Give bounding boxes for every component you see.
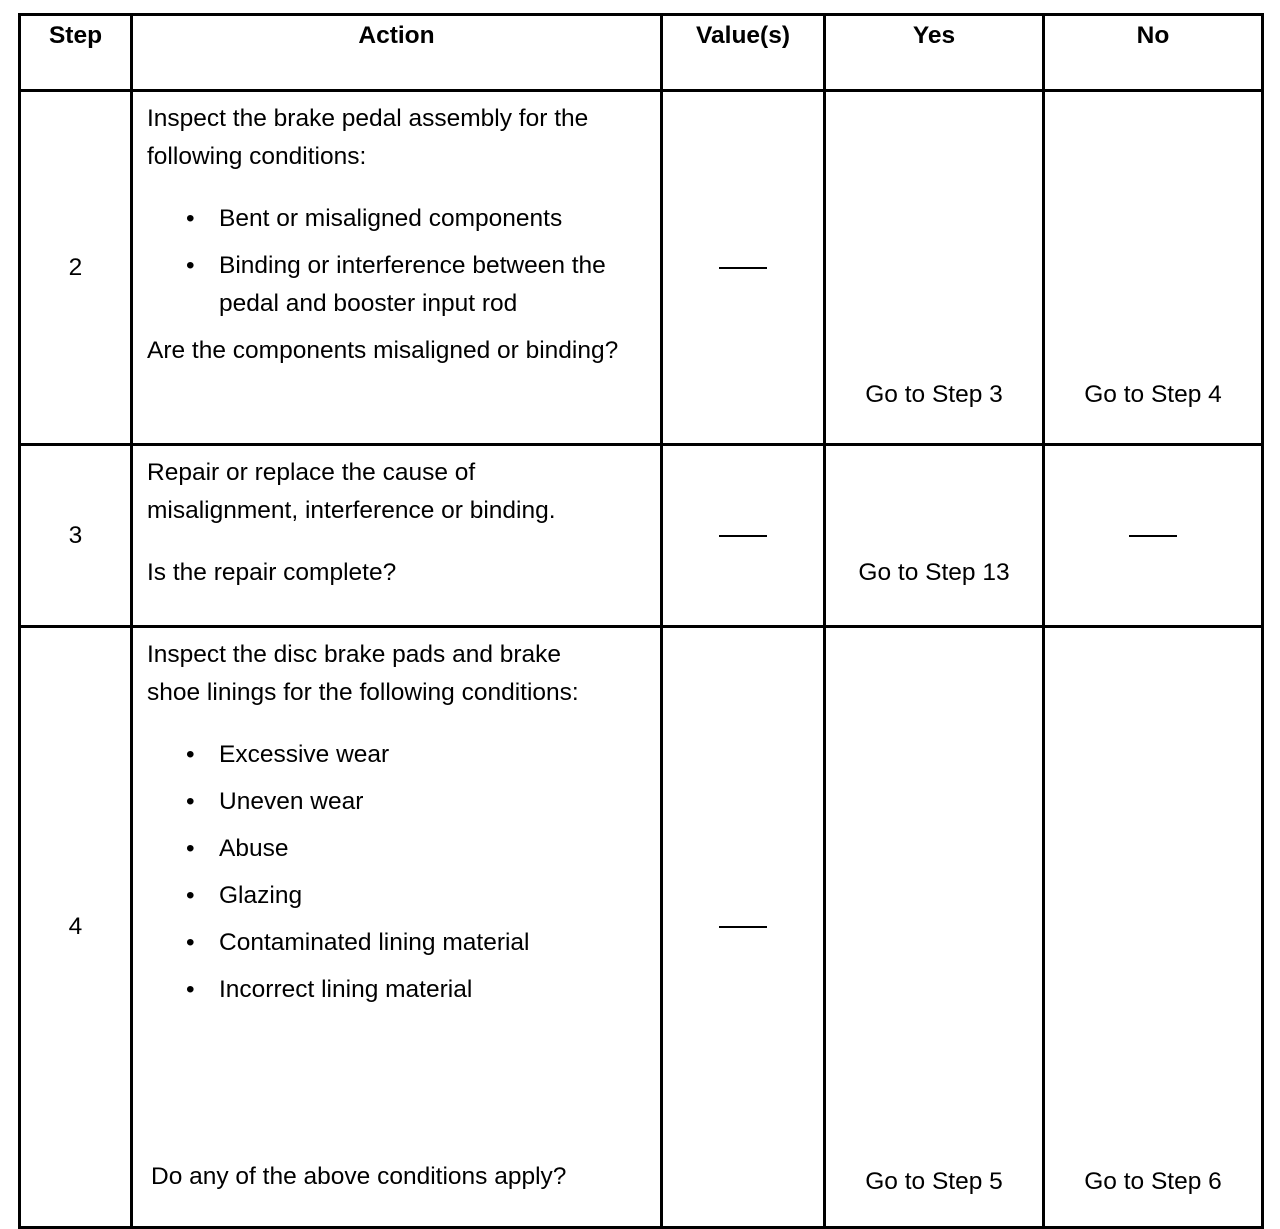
diagnostic-table [18, 13, 1264, 1229]
no-dash [1129, 535, 1177, 537]
list-item: • Abuse [219, 830, 648, 868]
action-intro: Repair or replace the cause of misalignment, interference or binding. [147, 459, 556, 524]
no-result: Go to Step 4 [1084, 381, 1222, 408]
list-item: • Bent or misaligned components [219, 200, 648, 238]
header-action: Action [132, 15, 662, 91]
value-dash [719, 926, 767, 928]
header-values: Value(s) [662, 15, 825, 91]
step-number: 3 [20, 445, 132, 627]
step-number: 2 [20, 91, 132, 445]
yes-result: Go to Step 13 [858, 559, 1010, 586]
yes-result: Go to Step 3 [865, 381, 1003, 408]
header-no: No [1044, 15, 1263, 91]
list-item: • Glazing [219, 877, 648, 915]
no-result: Go to Step 6 [1084, 1168, 1222, 1195]
action-intro: Inspect the brake pedal assembly for the following conditions: [147, 105, 589, 170]
table-row [20, 91, 1263, 445]
yes-cell [825, 627, 1044, 1228]
no-cell [1044, 627, 1263, 1228]
list-item: • Binding or interference between the pedal and booster input rod [219, 247, 648, 323]
step-number: 4 [20, 627, 132, 1228]
list-item: • Excessive wear [219, 736, 648, 774]
yes-result: Go to Step 5 [865, 1168, 1003, 1195]
action-cell [132, 91, 662, 445]
header-step: Step [20, 15, 132, 91]
list-item: • Incorrect lining material [219, 971, 648, 1009]
yes-cell [825, 445, 1044, 627]
yes-cell [825, 91, 1044, 445]
table-row [20, 445, 1263, 627]
action-cell [132, 445, 662, 627]
list-item: • Contaminated lining material [219, 924, 648, 962]
action-cell [132, 627, 662, 1228]
value-cell [662, 627, 825, 1228]
action-intro: Inspect the disc brake pads and brake shoe linings for the following conditions: [147, 641, 579, 706]
no-cell [1044, 445, 1263, 627]
header-row [20, 15, 1263, 91]
action-question: Are the components misaligned or binding? [147, 337, 619, 364]
action-question: Is the repair complete? [147, 559, 397, 586]
condition-list [147, 736, 648, 1009]
no-cell [1044, 91, 1263, 445]
list-item: • Uneven wear [219, 783, 648, 821]
condition-list [147, 200, 648, 323]
action-question: Do any of the above conditions apply? [151, 1163, 567, 1190]
value-dash [719, 267, 767, 269]
table-row [20, 627, 1263, 1228]
header-yes: Yes [825, 15, 1044, 91]
value-cell [662, 91, 825, 445]
value-dash [719, 535, 767, 537]
value-cell [662, 445, 825, 627]
